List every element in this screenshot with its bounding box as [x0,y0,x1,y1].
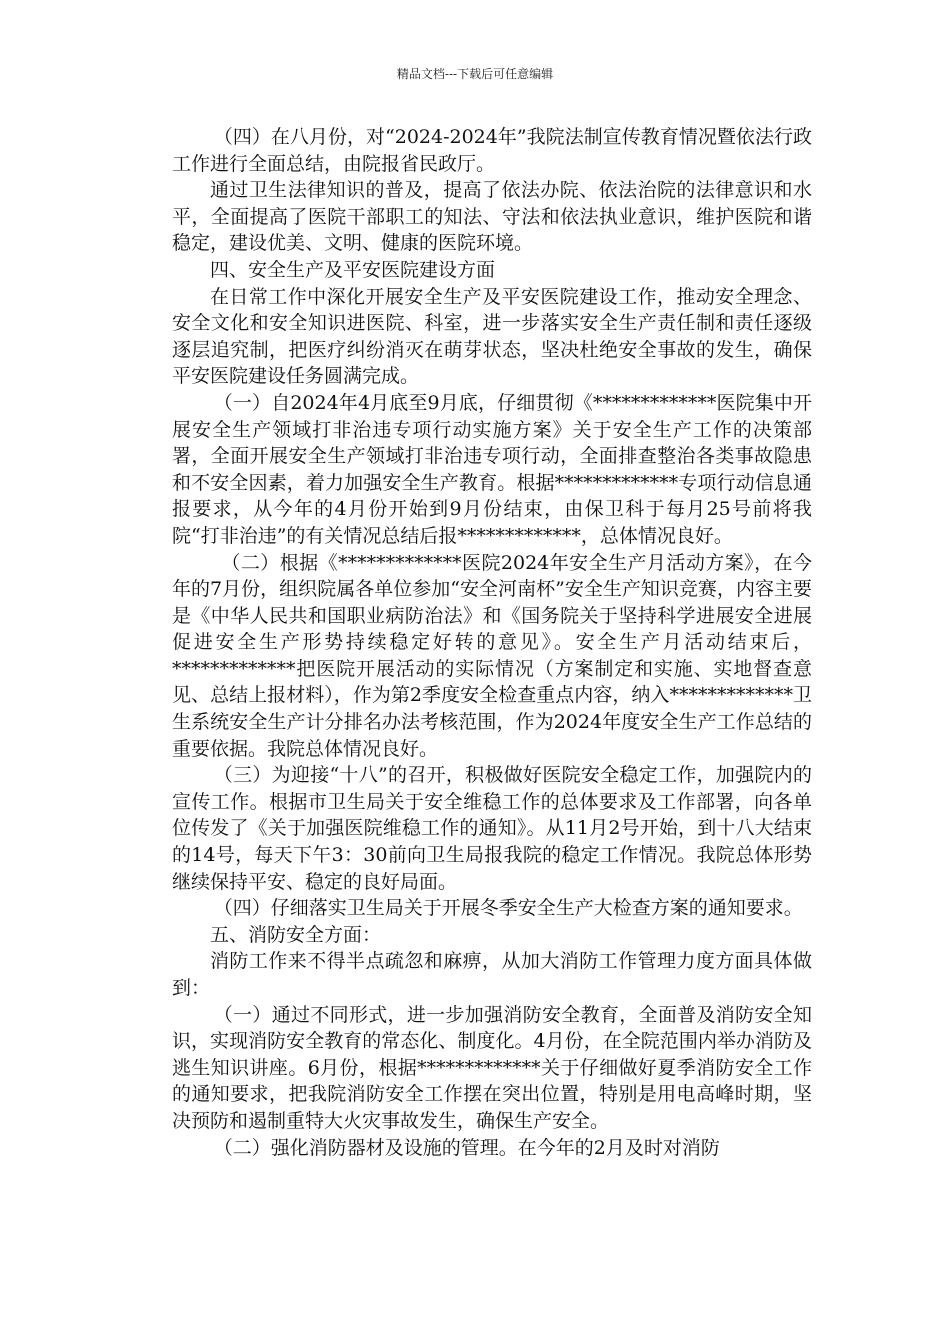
section-heading-fire: 五、消防安全方面： [210,923,382,946]
paragraph-safety-intro: 在日常工作中深化开展安全生产及平安医院建设工作，推动安全理念、安全文化和安全知识进医院、科室，进一步落实安全生产责任制和责任逐级逐层追究制，把医疗纠纷消灭在萌芽状态，坚决杜绝安全事故的发生，确保平安医院建设任务圆满完成。 [172,285,812,388]
paragraph-fire-intro: 消防工作来不得半点疏忽和麻痹，从加大消防工作管理力度方面具体做到： [172,950,812,999]
paragraph-fire-item-1: （一）通过不同形式，进一步加强消防安全教育，全面普及消防安全知识，实现消防安全教育的常态化、制度化。4月份，在全院范围内举办消防及逃生知识讲座。6月份，根据*************关于仔细做好夏季消防安全工作的通知要求，把我院消防安全工作摆在突出位置，特别是用电高峰时期，坚决预防和遏制重特大火灾事故发生，确保生产安全。 [172,1003,812,1132]
document-body [172,124,812,1161]
page-header: 精品文档---下载后可任意编辑 [396,67,554,81]
paragraph-fire-item-2: （二）强化消防器材及设施的管理。在今年的2月及时对消防 [213,1136,720,1159]
paragraph-safety-item-2: （二）根据《*************医院2024年安全生产月活动方案》，在今年的7月份，组织院属各单位参加“安全河南杯”安全生产知识竞赛，内容主要是《中华人民共和国职业病防治法》和《国务院关于坚持科学进展安全进展促进安全生产形势持续稳定好转的意见》。安全生产月活动结束后，*************把医院开展活动的实际情况（方案制定和实施、实地督查意见、总结上报材料），作为第2季度安全检查重点内容，纳入*************卫生系统安全生产计分排名办法考核范围，作为2024年度安全生产工作总结的重要依据。我院总体情况良好。 [172,551,812,760]
paragraph-safety-item-3: （三）为迎接“十八”的召开，积极做好医院安全稳定工作，加强院内的宣传工作。根据市卫生局关于安全维稳工作的总体要求及工作部署，向各单位传发了《关于加强医院维稳工作的通知》。从11月2号开始，到十八大结束的14号，每天下午3：30前向卫生局报我院的稳定工作情况。我院总体形势继续保持平安、稳定的良好局面。 [172,764,812,893]
section-heading-safety: 四、安全生产及平安医院建设方面 [210,258,496,281]
paragraph-law-outcome: 通过卫生法律知识的普及，提高了依法办院、依法治院的法律意识和水平，全面提高了医院干部职工的知法、守法和依法执业意识，维护医院和谐稳定，建设优美、文明、健康的医院环境。 [172,179,812,255]
paragraph-law-summary: （四）在八月份，对“2024-2024年”我院法制宣传教育情况暨依法行政工作进行全面总结，由院报省民政厅。 [172,126,812,175]
paragraph-safety-item-4: （四）仔细落实卫生局关于开展冬季安全生产大检查方案的通知要求。 [213,897,803,920]
paragraph-safety-item-1: （一）自2024年4月底至9月底，仔细贯彻《*************医院集中开展安全生产领域打非治违专项行动实施方案》关于安全生产工作的决策部署，全面开展安全生产领域打非治违专项行动，全面排查整治各类事故隐患和不安全因素，着力加强安全生产教育。根据*************专项行动信息通报要求，从今年的4月份开始到9月份结束，由保卫科于每月25号前将我院“打非治违”的有关情况总结后报*************，总体情况良好。 [172,391,812,547]
